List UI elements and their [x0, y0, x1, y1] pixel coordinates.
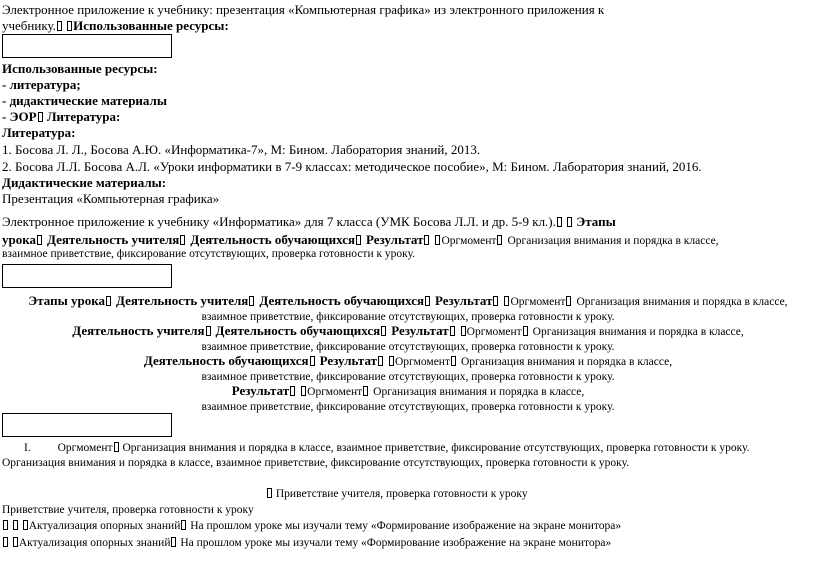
didactic-app-text: Электронное приложение к учебнику «Информатика» для 7 класса (УМК Босова Л.Л. и др. 5-9 кл.).: [2, 214, 556, 229]
actualization-label: Актуализация опорных знаний: [28, 520, 181, 532]
stage-col-result: Результат: [366, 232, 424, 247]
header-line-2: [2, 18, 229, 34]
missing-glyph-icon: [566, 296, 571, 306]
resources-item-eor: [2, 109, 120, 125]
actualization-line-1: [2, 519, 621, 533]
didactic-app-line: [2, 214, 616, 230]
row3-orgmoment: Оргмомент: [395, 356, 450, 368]
image-placeholder: [2, 34, 172, 58]
row1-students: Деятельность обучающихся: [259, 293, 425, 308]
row1-org-text: Организация внимания и порядка в классе,: [576, 296, 788, 308]
missing-glyph-icon: [363, 386, 368, 396]
missing-glyph-icon: [37, 235, 42, 245]
missing-glyph-icon: [301, 386, 306, 396]
header-bold: Использованные ресурсы:: [73, 18, 229, 33]
missing-glyph-icon: [206, 326, 211, 336]
roman-numeral: I.: [24, 442, 31, 454]
row2-teacher: Деятельность учителя: [72, 323, 205, 338]
image-placeholder: [2, 264, 172, 288]
stage-org-text: Организация внимания и порядка в классе,: [507, 235, 719, 247]
missing-glyph-icon: [504, 296, 509, 306]
missing-glyph-icon: [435, 235, 440, 245]
header-text: учебнику.: [2, 18, 56, 33]
greeting-plain: Приветствие учителя, проверка готовности к уроку: [2, 504, 254, 516]
stage-col-teacher: Деятельность учителя: [47, 232, 180, 247]
roman-line-2: Организация внимания и порядка в классе, взаимное приветствие, фиксирование отсутствующих, проверка готовности к уроку.: [2, 457, 630, 469]
actualization-label: Актуализация опорных знаний: [18, 537, 171, 549]
missing-glyph-icon: [106, 296, 111, 306]
missing-glyph-icon: [13, 520, 18, 530]
missing-glyph-icon: [497, 235, 502, 245]
centered-row-2: [0, 322, 816, 354]
row3-students: Деятельность обучающихся: [143, 353, 309, 368]
literature-item-1: 1. Босова Л. Л., Босова А.Ю. «Информатика-7», М: Бином. Лаборатория знаний, 2013.: [2, 142, 481, 157]
eor-label: - ЭОР: [2, 109, 37, 124]
row3-result: Результат: [319, 353, 377, 368]
roman-text: Организация внимания и порядка в классе, взаимное приветствие, фиксирование отсутствующих, проверка готовности к уроку.: [122, 442, 750, 454]
row2-org-text: Организация внимания и порядка в классе,: [532, 326, 744, 338]
greeting-centered-text: Приветствие учителя, проверка готовности к уроку: [275, 488, 528, 500]
missing-glyph-icon: [424, 235, 429, 245]
missing-glyph-icon: [23, 520, 28, 530]
missing-glyph-icon: [523, 326, 528, 336]
missing-glyph-icon: [38, 112, 43, 122]
resources-item-literature: - литература;: [2, 77, 81, 92]
missing-glyph-icon: [249, 296, 254, 306]
missing-glyph-icon: [557, 217, 562, 227]
missing-glyph-icon: [356, 235, 361, 245]
row2-students: Деятельность обучающихся: [215, 323, 381, 338]
row4-org-text: Организация внимания и порядка в классе,: [373, 386, 585, 398]
greeting-centered: [266, 487, 528, 501]
row4-orgmoment: Оргмомент: [307, 386, 363, 398]
literature-item-2: 2. Босова Л.Л. Босова А.Л. «Уроки информатики в 7-9 классах: методическое пособие», М: Бином. Лаборатория знаний, 2016.: [2, 159, 702, 174]
actualization-text: На прошлом уроке мы изучали тему «Формирование изображение на экране монитора»: [180, 537, 612, 549]
resources-title: Использованные ресурсы:: [2, 61, 158, 76]
missing-glyph-icon: [378, 356, 383, 366]
centered-row-4: [0, 382, 816, 414]
missing-glyph-icon: [381, 326, 386, 336]
stages-line-2: взаимное приветствие, фиксирование отсутствующих, проверка готовности к уроку.: [2, 248, 416, 260]
missing-glyph-icon: [114, 442, 119, 452]
missing-glyph-icon: [461, 326, 466, 336]
missing-glyph-icon: [425, 296, 430, 306]
literature-title: Литература:: [2, 125, 76, 140]
didactic-title: Дидактические материалы:: [2, 175, 167, 190]
stage-col-lesson: урока: [2, 232, 37, 247]
missing-glyph-icon: [567, 217, 572, 227]
centered-row-3: [0, 352, 816, 384]
missing-glyph-icon: [180, 235, 185, 245]
row2-orgmoment: Оргмомент: [466, 326, 522, 338]
header-line-1: Электронное приложение к учебнику: презентация «Компьютерная графика» из электронного приложения к: [2, 2, 605, 17]
row1-rest: взаимное приветствие, фиксирование отсутствующих, проверка готовности к уроку.: [201, 311, 615, 323]
missing-glyph-icon: [310, 356, 315, 366]
row3-org-text: Организация внимания и порядка в классе,: [461, 356, 673, 368]
missing-glyph-icon: [171, 537, 176, 547]
missing-glyph-icon: [290, 386, 295, 396]
actualization-line-2: [2, 536, 611, 550]
missing-glyph-icon: [450, 326, 455, 336]
missing-glyph-icon: [3, 537, 8, 547]
image-placeholder: [2, 413, 172, 437]
row3-rest: взаимное приветствие, фиксирование отсутствующих, проверка готовности к уроку.: [201, 371, 615, 383]
row1-teacher: Деятельность учителя: [116, 293, 249, 308]
missing-glyph-icon: [389, 356, 394, 366]
row2-result: Результат: [391, 323, 449, 338]
row2-rest: взаимное приветствие, фиксирование отсутствующих, проверка готовности к уроку.: [201, 341, 615, 353]
row1-orgmoment: Оргмомент: [510, 296, 566, 308]
literature-inline-label: Литература:: [46, 109, 121, 124]
missing-glyph-icon: [493, 296, 498, 306]
stage-orgmoment: Оргмомент: [441, 235, 497, 247]
actualization-text: На прошлом уроке мы изучали тему «Формирование изображение на экране монитора»: [190, 520, 622, 532]
resources-item-didactic: - дидактические материалы: [2, 93, 167, 108]
missing-glyph-icon: [181, 520, 186, 530]
missing-glyph-icon: [67, 21, 72, 31]
roman-item: [24, 441, 750, 455]
row4-rest: взаимное приветствие, фиксирование отсутствующих, проверка готовности к уроку.: [201, 401, 615, 413]
missing-glyph-icon: [451, 356, 456, 366]
missing-glyph-icon: [267, 488, 272, 498]
row1-lesson: Этапы урока: [28, 293, 106, 308]
row4-result: Результат: [231, 383, 290, 398]
stage-col-students: Деятельность обучающихся: [190, 232, 356, 247]
missing-glyph-icon: [13, 537, 18, 547]
row1-result: Результат: [435, 293, 493, 308]
centered-row-1: [0, 292, 816, 324]
stages-label: Этапы: [576, 214, 616, 229]
missing-glyph-icon: [3, 520, 8, 530]
didactic-presentation: Презентация «Компьютерная графика»: [2, 191, 220, 206]
roman-orgmoment: Оргмомент: [57, 442, 113, 454]
missing-glyph-icon: [57, 21, 62, 31]
